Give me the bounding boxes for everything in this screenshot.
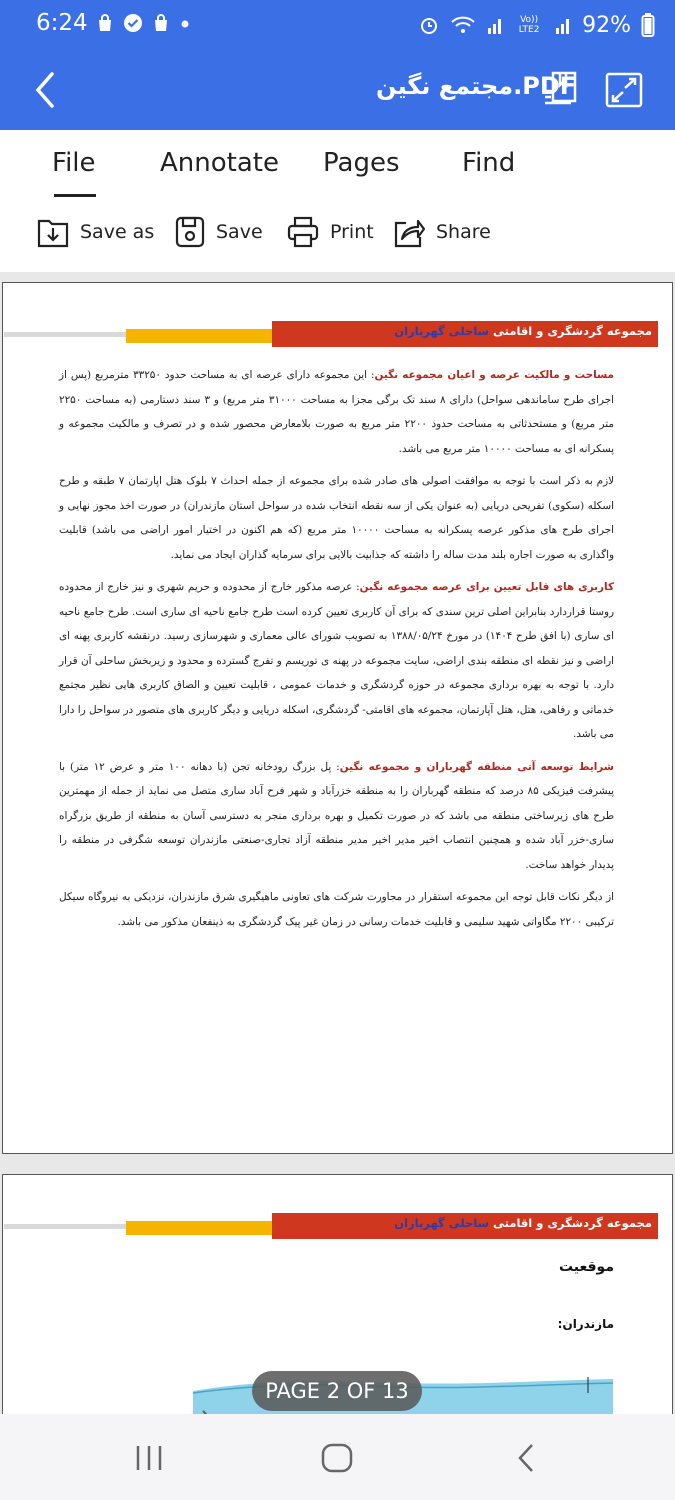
banner-highlight: ساحلی گهرباران bbox=[394, 324, 489, 338]
save-label: Save bbox=[216, 221, 263, 243]
back-arrow-icon[interactable] bbox=[26, 68, 66, 112]
tab-annotate[interactable]: Annotate bbox=[160, 148, 279, 178]
tab-find[interactable]: Find bbox=[462, 148, 516, 178]
document-title: مجتمع نگین.PDF bbox=[376, 72, 577, 100]
section-heading: شرایط توسعه آتی منطقه گهرباران و مجموعه نگین bbox=[339, 760, 614, 773]
recents-icon[interactable] bbox=[134, 1440, 164, 1476]
paragraph-text: : این مجموعه دارای عرصه ای به مساحت حدود ۳۳۲۵۰ مترمربع (پس از اجرای طرح ساماندهی سواحل) دارای ۸ سند تک برگی مجزا به مساحت ۳۱۰۰۰ متر مربع) و ۳ سند دستارمی (به مساحت ۲۲۵۰ متر مربع) و مستحدثاتی به مساحت حدود ۲۲۰۰ متر مربع به صورت بلامعارض محصور شده و در تصرف و مالکیت مجموعه و پسکرانه ای به مساحت ۱۰۰۰۰ متر مربع می باشد. bbox=[59, 369, 614, 455]
save-icon bbox=[174, 215, 206, 249]
banner-red-bar bbox=[272, 1213, 658, 1239]
save-as-button[interactable] bbox=[36, 212, 154, 252]
page-banner bbox=[4, 1213, 654, 1239]
section-heading: کاربری های قابل تعیین برای عرصه مجموعه نگین bbox=[359, 581, 614, 593]
paragraph-text: از دیگر نکات قابل توجه این مجموعه استقرار در مجاورت شرکت های تعاونی ماهیگیری شرق مازندران، نزدیکی به نیروگاه سیکل ترکیبی ۲۲۰۰ مگاواتی شهید سلیمی و قابلیت خدمات رسانی در زمان غیر پیک گردشگری به ذینفعان مذکور می باشد. bbox=[59, 891, 614, 928]
banner-yellow-bar bbox=[126, 1221, 272, 1235]
bookmark-list-icon[interactable] bbox=[540, 69, 580, 109]
banner-highlight: ساحلی گهرباران bbox=[394, 1216, 489, 1230]
save-as-label: Save as bbox=[80, 221, 155, 243]
back-icon[interactable] bbox=[512, 1440, 542, 1476]
page-indicator: PAGE 2 OF 13 bbox=[252, 1371, 422, 1411]
banner-grey-bar bbox=[4, 332, 126, 337]
battery-icon bbox=[641, 12, 655, 38]
banner-red-bar bbox=[272, 321, 658, 347]
dot-icon bbox=[178, 12, 192, 34]
menu-tabs bbox=[0, 130, 675, 202]
fullscreen-icon[interactable] bbox=[604, 70, 644, 110]
page-1-text bbox=[59, 363, 614, 942]
app-bar bbox=[0, 52, 675, 130]
page-banner bbox=[4, 321, 654, 347]
print-label: Print bbox=[330, 221, 374, 243]
banner-yellow-bar bbox=[126, 329, 272, 343]
pdf-page-1 bbox=[2, 282, 673, 1154]
share-button[interactable] bbox=[392, 212, 491, 252]
paragraph-text: لازم به ذکر است با توجه به موافقت اصولی های صادر شده برای مجموعه از جمله احداث ۷ بلوک هتل اپارتمان ۷ طبقه و طرح اسکله (سکوی) تفریحی دریایی (به عنوان یکی از سه نقطه انتخاب شده در سواحل استان مازندران) در صورت اخذ مجوز نهایی و اجرای طرح های مذکور عرصه پسکرانه به مساحت ۱۰۰۰۰ متر مربع (که هم اکنون در اختیار امور اراضی می باشد) قابلیت واگذاری به صورت اجاره بلند مدت ساله را داشته که جذابیت بالایی برای سرمایه گذاران ایجاد می نماید. bbox=[59, 475, 615, 561]
volte-icon: Vo)) LTE2 bbox=[518, 15, 540, 35]
alarm-icon bbox=[418, 14, 440, 36]
paragraph bbox=[59, 469, 614, 567]
section-subheading: مازندران: bbox=[557, 1317, 614, 1331]
shopping-bag-icon bbox=[150, 12, 172, 34]
paragraph bbox=[59, 363, 614, 461]
share-label: Share bbox=[436, 221, 491, 243]
print-button[interactable] bbox=[286, 212, 374, 252]
tab-file[interactable]: File bbox=[52, 148, 96, 178]
banner-grey-bar bbox=[4, 1224, 126, 1229]
section-heading: مساحت و مالکیت عرصه و اعیان مجموعه نگین bbox=[374, 369, 614, 381]
status-time: 6:24 bbox=[36, 10, 88, 36]
file-toolbar bbox=[0, 202, 675, 272]
wifi-icon bbox=[450, 14, 476, 36]
tab-pages[interactable]: Pages bbox=[323, 148, 400, 178]
battery-percent: 92% bbox=[582, 12, 631, 38]
banner-title-text: مجموعه گردشگری و اقامتی bbox=[493, 1216, 652, 1230]
banner-title-text: مجموعه گردشگری و اقامتی bbox=[493, 324, 652, 338]
shopping-bag-icon bbox=[94, 12, 116, 34]
status-bar bbox=[0, 0, 675, 52]
active-tab-indicator bbox=[54, 194, 96, 197]
print-icon bbox=[286, 215, 320, 249]
signal-icon bbox=[554, 14, 572, 36]
banner-title bbox=[394, 324, 652, 338]
section-heading: موقعیت bbox=[558, 1259, 614, 1275]
save-as-icon bbox=[36, 215, 70, 249]
paragraph-text: : پل بزرگ رودخانه تجن (با دهانه ۱۰۰ متر و عرض ۱۲ متر) با پیشرفت فیزیکی ۸۵ درصد که منطقه گهرباران را به منطقه خزرآباد و شهر فرح آباد ساری متصل می نماید از جمله از مهمترین طرح های زیرساختی منطقه می باشد که در صورت تکمیل و بهره برداری منجر به دسترسی آسان به منطقه از طریق بزرگراه ساری-خزر آباد شده و همچنین انتصاب اخیر مدیر اخیر مدیر منطقه آزاد تجاری-صنعتی مازندران توسعه شگرفی در منطقه را پدیدار خواهد ساخت. bbox=[59, 760, 614, 871]
signal-icon bbox=[486, 14, 504, 36]
save-button[interactable] bbox=[174, 212, 263, 252]
pdf-viewer[interactable] bbox=[0, 272, 675, 1414]
share-icon bbox=[392, 215, 426, 249]
paragraph bbox=[59, 575, 614, 747]
system-icons bbox=[418, 12, 655, 38]
notification-icons bbox=[94, 12, 192, 34]
paragraph bbox=[59, 885, 614, 934]
home-icon[interactable] bbox=[320, 1440, 354, 1476]
shield-check-icon bbox=[122, 12, 144, 34]
paragraph bbox=[59, 755, 614, 878]
system-nav-bar bbox=[0, 1414, 675, 1500]
banner-title bbox=[394, 1216, 652, 1230]
paragraph-text: : عرصه مذکور خارج از محدوده و حریم شهری و نیز خارج از محدوده روستا قراردارد بنابراین اصلی ترین سندی که برای آن کاربری تعیین کرده است طرح جامع ناحیه ای ساری است. طرح جامع ناحیه ای ساری (با افق طرح ۱۴۰۴) در مورخ ۱۳۸۸/۰۵/۲۴ به تصویب شورای عالی معماری و شهرسازی رسید. درنقشه کاربری پهنه ای اراضی و نیز نقطه ای منطقه بندی اراضی، سایت مجموعه در پهنه ی توریسم و تفرج گسترده و محدود و زیربخش ساحلی آن قرار دارد. با توجه به بهره برداری مجموعه در حوزه گردشگری و خدمات عمومی ، قابلیت تعیین و الصاق کاربری هایی نظیر مجتمع خدماتی و رفاهی، هتل، هتل آپارتمان، مجموعه های اقامتی- گردشگری، اسکله دریایی و دیگر کاربری های متصور در سواحل را دارا می باشد. bbox=[59, 581, 614, 740]
